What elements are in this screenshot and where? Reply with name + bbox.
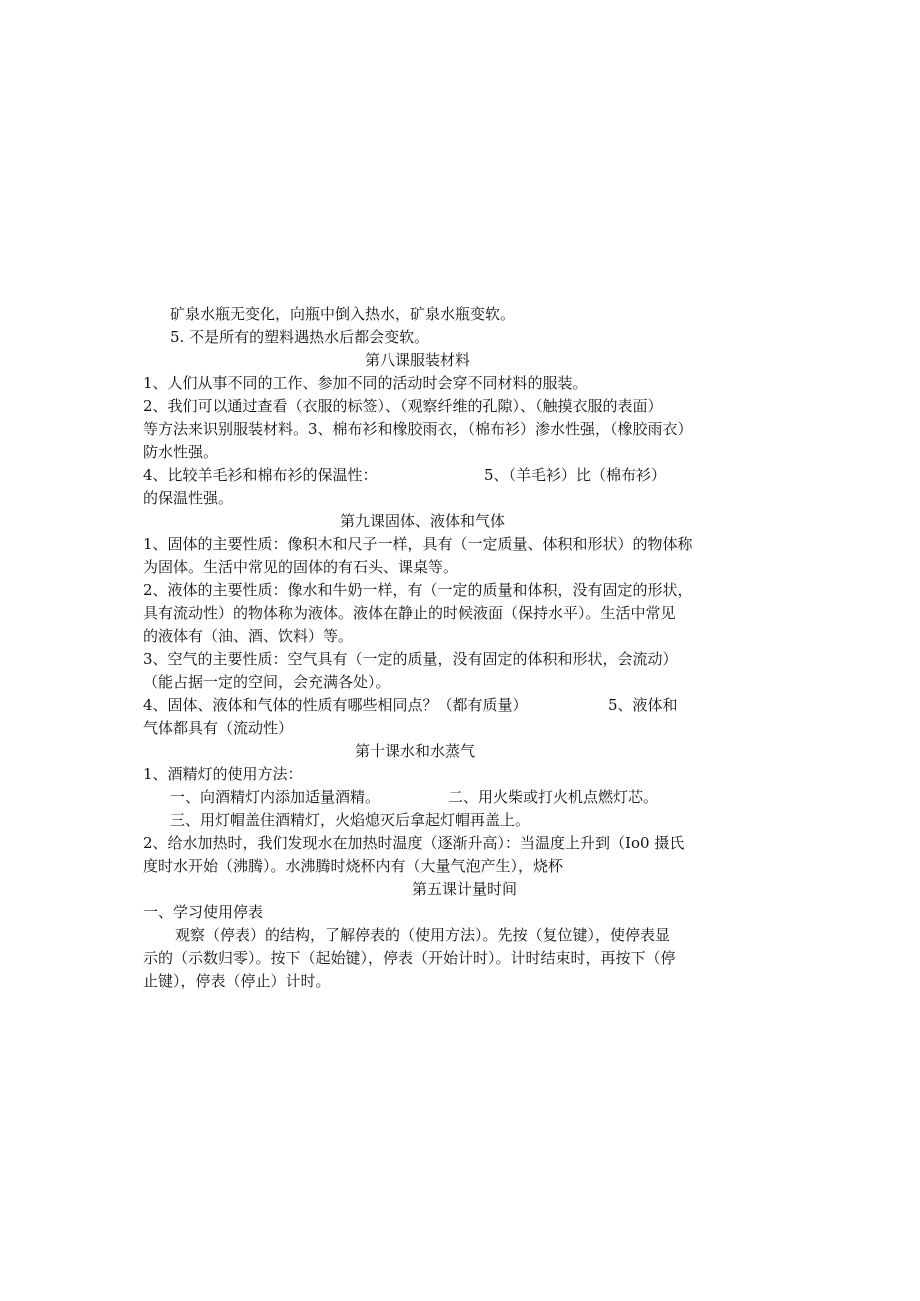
lesson9-p4-left: 4、固体、液体和气体的性质有哪些相同点？（都有质量） [143, 696, 528, 714]
lesson8-p5-right: 5、（羊毛衫）比（棉布衫） [484, 466, 667, 484]
lesson9-p5-right: 5、液体和 [608, 696, 678, 714]
lesson9-p2-line1: 2、液体的主要性质：像水和牛奶一样，有（一定的质量和体积，没有固定的形状， [143, 581, 693, 599]
lesson8-title: 第八课服装材料 [365, 351, 471, 369]
lesson8-p2-line1: 2、我们可以通过查看（衣服的标签）、（观察纤维的孔隙）、（触摸衣服的表面） [143, 397, 663, 415]
lesson9-p3-line1: 3、空气的主要性质：空气具有（一定的质量，没有固定的体积和形状，会流动） [143, 650, 678, 668]
intro-line-1: 矿泉水瓶无变化，向瓶中倒入热水，矿泉水瓶变软。 [170, 305, 516, 323]
lesson10-p2-line2: 度时水开始（沸腾）。水沸腾时烧杯内有（大量气泡产生），烧杯 [143, 857, 564, 875]
lesson9-title: 第九课固体、液体和气体 [340, 512, 506, 530]
lesson9-p1-line1: 1、固体的主要性质：像积木和尺子一样，具有（一定质量、体积和形状）的物体称 [143, 535, 693, 553]
lesson10-step2: 二、用火柴或打火机点燃灯芯。 [448, 788, 659, 806]
lesson10-step3: 三、用灯帽盖住酒精灯，火焰熄灭后拿起灯帽再盖上。 [170, 811, 531, 829]
lesson9-p2-line3: 的液体有（油、酒、饮料）等。 [143, 627, 354, 645]
lesson8-p4-left: 4、比较羊毛衫和棉布衫的保温性： [143, 466, 378, 484]
lesson9-p3-line2: （能占据一定的空间，会充满各处）。 [143, 673, 391, 691]
lesson5-p1: 一、学习使用停表 [143, 903, 264, 921]
lesson10-p1: 1、酒精灯的使用方法： [143, 765, 303, 783]
lesson5-title: 第五课计量时间 [412, 880, 518, 898]
lesson8-p2-line2: 等方法来识别服装材料。3、棉布衫和橡胶雨衣，（棉布衫）渗水性强，（橡胶雨衣） [143, 420, 693, 438]
lesson5-p2-line2: 示的（示数归零）。按下（起始键），停表（开始计时）。计时结束时，再按下（停 [143, 949, 676, 967]
lesson8-p2-line3: 防水性强。 [143, 443, 219, 461]
lesson9-p1-line2: 为固体。生活中常见的固体的有石头、课桌等。 [143, 558, 459, 576]
lesson8-p1: 1、人们从事不同的工作、参加不同的活动时会穿不同材料的服装。 [143, 374, 588, 392]
lesson9-p4-line2: 气体都具有（流动性） [143, 719, 294, 737]
lesson10-title: 第十课水和水蒸气 [355, 742, 476, 760]
lesson5-p2-line3: 止键），停表（停止）计时。 [143, 972, 331, 990]
intro-line-2: 5. 不是所有的塑料遇热水后都会变软。 [170, 328, 430, 346]
lesson8-p4-line2: 的保温性强。 [143, 489, 234, 507]
lesson10-p2-line1: 2、给水加热时，我们发现水在加热时温度（逐渐升高）：当温度上升到（Io0 摄氏 [143, 834, 685, 852]
lesson10-step1: 一、向酒精灯内添加适量酒精。 [170, 788, 381, 806]
lesson5-p2-line1: 观察（停表）的结构，了解停表的（使用方法）。先按（复位键），使停表显 [175, 926, 671, 944]
lesson9-p2-line2: 具有流动性）的物体称为液体。液体在静止的时候液面（保持水平）。生活中常见 [143, 604, 676, 622]
